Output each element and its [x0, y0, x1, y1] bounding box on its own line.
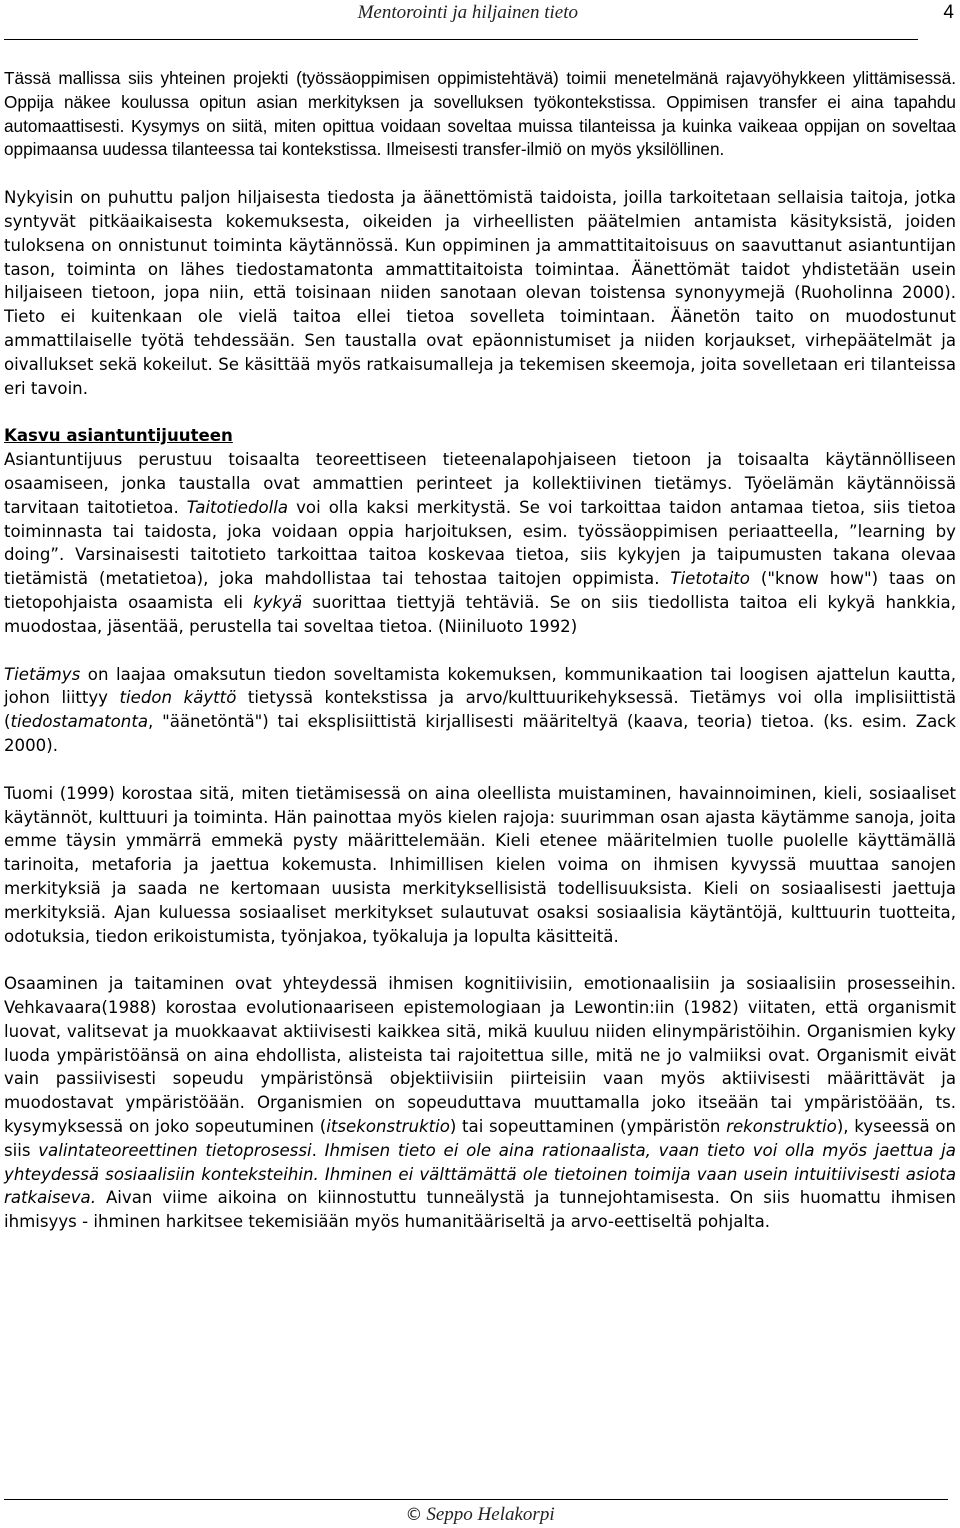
copyright-symbol: ©	[405, 1505, 423, 1525]
paragraph-text: voi olla kaksi merkitystä. Se voi tarkoittaa taidon antamaa tietoa, siis tietoa toiminnasta tai taidosta, joka voidaan oppia harjoituksen, esim. työssäoppimisen periaatteella, ”learning by doing”. Varsinaisesti taitotieto tarkoittaa taitoa koskevaa tietoa, siis kykyjen ja taipumusten takana olevaa tietämistä (metatietoa), joka mahdollistaa tai tehostaa taitojen oppimista.	[4, 497, 956, 589]
paragraph-text: Tässä mallissa siis yhteinen projekti (työssäoppimisen oppimistehtävä) toimii menetelmänä rajavyöhykkeen ylittämisessä. Oppija näkee koulussa opitun asian merkityksen ja sovelluksen työkontekstissa. Oppimisen transfer ei aina tapahdu automaattisesti. Kysymys on siitä, miten opittua voidaan soveltaa muissa tilanteissa ja kuinka vaikeaa oppijan on soveltaa oppimaansa uudessa tilanteessa tai kontekstissa. Ilmeisesti transfer-ilmiö on myös yksilöllinen.	[4, 68, 956, 160]
italic-text: tiedostamatonta	[10, 712, 148, 732]
italic-text: rekonstruktio	[726, 1117, 837, 1137]
paragraph-text: on laajaa omaksutun tiedon soveltamista kokemuksen, kommunikaation tai loogisen ajattelun kautta, johon liittyy	[4, 664, 956, 708]
paragraph-text: Tuomi (1999) korostaa sitä, miten tietämisessä on aina oleellista muistaminen, havainnoiminen, kieli, sosiaaliset käytännöt, kulttuuri ja toiminta. Hän painottaa myös kielen rajoja: suurimman osan ajasta käytämme sanoja, joita emme täysin ymmärrä emmekä pysty määrittelemään. Kieli etenee määritelmien tuolle puolelle käyttämällä tarinoita, metaforia ja jaettua kokemusta. Inhimillisen kielen voima on ihmisen kyvyssä muuttaa sanojen merkityksiä ja saada ne kertomaan uusista merkityksellisistä todellisuuksista. Kieli on sosiaalisesti jaettuja merkityksiä. Ajan kuluessa sosiaaliset merkitykset sulautuvat osaksi sosiaalisia käytäntöjä, kulttuurin tuotteita, odotuksia, tiedon erikoistumista, työnjakoa, työkaluja ja lopulta käsitteitä.	[4, 783, 956, 946]
paragraph-tuomi	[4, 782, 956, 949]
author-name: Seppo Helakorpi	[426, 1504, 555, 1525]
paragraph-text: , "äänetöntä") tai eksplisiittistä kirjallisesti määriteltyä (kaava, teoria) tietoa. (ks. esim. Zack 2000).	[4, 712, 956, 755]
italic-text: valintateoreettinen tietoprosessi	[38, 1140, 312, 1160]
running-title: Mentorointi ja hiljainen tieto	[357, 2, 578, 23]
paragraph-knowledge	[4, 663, 956, 758]
section-heading: Kasvu asiantuntijuuteen	[4, 426, 233, 446]
paragraph-text: ), kyseessä on siis	[4, 1117, 957, 1160]
paragraph-expertise	[4, 448, 956, 638]
page-number: 4	[943, 2, 954, 23]
paragraph-text: Osaaminen ja taitaminen ovat yhteydessä ihmisen kognitiivisiin, emotionaalisiin ja sosiaalisiin prosesseihin. Vehkavaara(1988) korostaa evolutionaariseen epistemologiaan ja Lewontin:iin (1982) viitaten, että organismit luovat, valitsevat ja muokkaavat aktiivisesti kaikkea sitä, mikä kuuluu niiden elinympäristöihin. Organismien kyky luoda ympäristöänsä on aina ehdollista, alisteista tai rajoitettua sille, mitä ne jo valmiiksi ovat. Organismit eivät vain passiivisesti sopeudu ympäristönsä objektiivisiin piirteisiin vaan myös aktiivisesti määrittävät ja muodostavat ympäristöään. Organismien on sopeuduttava muuttamalla joko itseään tai ympäristöään, ts. kysymyksessä on joko sopeutuminen (	[4, 974, 956, 1137]
page-header	[300, 2, 956, 30]
paragraph-tacit-skills	[4, 186, 956, 400]
italic-text: itsekonstruktio	[326, 1117, 450, 1137]
italic-text: Tietotaito	[670, 569, 750, 589]
paragraph-text: Aivan viime aikoina on kiinnostuttu tunneälystä ja tunnejohtamisesta. On siis huomattu ihmisen ihmisyys - ihminen harkitsee tekemisiään myös humanitääriseltä ja arvo-eettiseltä pohjalta.	[4, 1188, 956, 1232]
italic-text: Tietämys	[4, 664, 81, 684]
paragraph-transfer	[4, 67, 956, 162]
italic-text: Ihmisen tieto ei ole aina rationaalista, vaan tieto voi olla myös jaettua ja yhteydessä sosiaalisiin konteksteihin. Ihminen ei välttämättä ole tietoinen toimija vaan usein intuitiivisesti asiota ratkaiseva.	[4, 1140, 956, 1208]
paragraph-competence	[4, 972, 956, 1234]
document-body	[4, 67, 956, 1234]
italic-text: Taitotiedolla	[186, 497, 289, 517]
italic-text: tiedon käyttö	[119, 688, 237, 708]
header-rule	[4, 39, 918, 40]
paragraph-text: suorittaa tiettyjä tehtäviä. Se on siis tiedollista taitoa eli kykyä hankkia, muodostaa, jäsentää, perustella tai soveltaa tietoa. (Niiniluoto 1992)	[4, 592, 956, 636]
footer-rule	[4, 1499, 948, 1500]
page-footer	[0, 1504, 960, 1526]
paragraph-text: ("know how") taas on tietopohjaista osaamista eli	[4, 569, 956, 612]
paragraph-text: tietyssä kontekstissa ja arvo/kulttuurikehyksessä. Tietämys voi olla implisiittistä (	[4, 688, 956, 732]
paragraph-text: ) tai sopeuttaminen (ympäristön	[449, 1117, 727, 1137]
paragraph-text: Asiantuntijuus perustuu toisaalta teoreettiseen tieteenalapohjaiseen tietoon ja toisaalta käytännölliseen osaamiseen, jonka taustalla ovat ammattien perinteet ja kollektiivinen tietämys. Työelämän käytännöissä tarvitaan taitotietoa.	[4, 450, 956, 517]
italic-text: kykyä	[253, 592, 303, 612]
paragraph-text: Nykyisin on puhuttu paljon hiljaisesta tiedosta ja äänettömistä taidoista, joilla tarkoitetaan sellaisia taitoja, jotka syntyvät pitkäaikaisesta kokemuksesta, oikeiden ja virheellisten päätelmien antamista käsityksistä, joiden tuloksena on onnistunut toiminta käytännössä. Kun oppiminen ja ammattitaitoisuus on saavuttanut asiantuntijan tason, toiminta on lähes tiedostamatonta ammattitaitoista toimintaa. Äänettömät taidot yhdistetään usein hiljaiseen tietoon, jopa niin, että toisinaan niiden sanotaan olevan toistensa synonyymejä (Ruoholinna 2000). Tieto ei kuitenkaan ole vielä taitoa ellei tietoa sovelleta toimintaan. Äänetön taito on muodostunut ammattilaiselle työtä tehdessään. Sen taustalla ovat epäonnistumiset ja niiden korjaukset, virhepäätelmät ja oivallukset sekä kokeilut. Se käsittää myös ratkaisumalleja ja tekemisen skeemoja, joita sovelletaan eri tilanteissa eri tavoin.	[4, 188, 956, 398]
paragraph-text: .	[311, 1140, 325, 1160]
